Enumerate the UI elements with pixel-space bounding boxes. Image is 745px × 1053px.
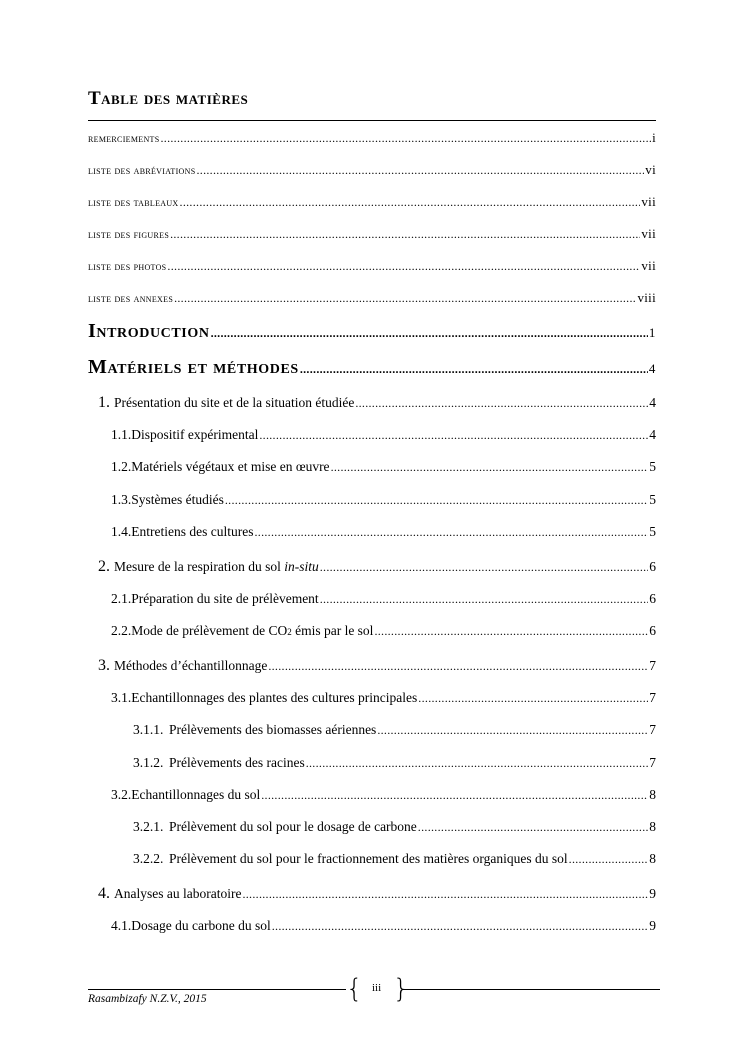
- toc-section-page: 7: [649, 722, 656, 737]
- toc-section-number: 3.2.1.: [133, 819, 164, 834]
- toc-section-label: Mesure de la respiration du sol: [114, 559, 281, 574]
- toc-section-page: 8: [649, 819, 656, 834]
- toc-section-4-1[interactable]: [111, 918, 656, 934]
- toc-entry-page: i: [652, 130, 656, 145]
- toc-section-page: 6: [649, 591, 656, 606]
- toc-section-page: 9: [649, 918, 656, 933]
- toc-section-label: Prélèvement du sol pour le fractionnement des matières organiques du sol: [169, 851, 568, 866]
- toc-entry-tableaux[interactable]: [88, 194, 656, 210]
- toc-section-page: 7: [649, 755, 656, 770]
- toc-section-number: 2.: [98, 558, 110, 575]
- toc-section-label: Prélèvement du sol pour le dosage de carbone: [169, 819, 417, 834]
- dot-leader: [261, 788, 648, 803]
- toc-section-label: Prélèvements des biomasses aériennes: [169, 722, 377, 737]
- toc-section-page: 7: [649, 690, 656, 705]
- toc-chapter-label: Introduction: [88, 320, 210, 342]
- toc-section-3-2-2[interactable]: [133, 851, 656, 867]
- toc-section-number: 1.1.: [111, 427, 132, 442]
- toc-entry-remerciements[interactable]: [88, 130, 656, 146]
- toc-section-label: Mode de prélèvement de CO: [131, 623, 288, 638]
- dot-leader: [242, 887, 648, 902]
- toc-entry-label: remerciements: [88, 133, 160, 145]
- toc-section-number: 1.2.: [111, 459, 132, 474]
- toc-entry-page: vii: [641, 258, 656, 273]
- dot-leader: [225, 493, 648, 508]
- toc-chapter-materiels-methodes[interactable]: [88, 356, 656, 379]
- toc-entry-page: vii: [641, 226, 656, 241]
- dot-leader: [174, 291, 636, 306]
- footer-author: Rasambizafy N.Z.V., 2015: [88, 993, 207, 1005]
- toc-section-label: Systèmes étudiés: [131, 492, 224, 507]
- toc-section-1-2[interactable]: [111, 459, 656, 475]
- toc-entry-page: vi: [645, 162, 656, 177]
- toc-section-2[interactable]: [98, 558, 656, 576]
- dot-leader: [160, 131, 651, 146]
- toc-entry-label: liste des abréviations: [88, 165, 196, 177]
- dot-leader: [320, 592, 649, 607]
- toc-section-number: 4.1.: [111, 918, 132, 933]
- toc-section-number: 1.3.: [111, 492, 132, 507]
- left-brace-icon: {: [346, 974, 363, 1004]
- toc-section-number: 2.1.: [111, 591, 132, 606]
- toc-section-page: 5: [649, 524, 656, 539]
- title-rule: [88, 120, 656, 121]
- toc-entry-label: liste des annexes: [88, 293, 174, 305]
- dot-leader: [272, 919, 649, 934]
- toc-section-number: 3.1.: [111, 690, 132, 705]
- toc-section-label: Analyses au laboratoire: [114, 886, 242, 901]
- toc-chapter-page: 1: [648, 325, 656, 340]
- dot-leader: [170, 227, 640, 242]
- toc-section-1[interactable]: [98, 394, 656, 412]
- toc-entry-photos[interactable]: [88, 258, 656, 274]
- toc-section-3-1-1[interactable]: [133, 722, 656, 738]
- page-number: iii: [372, 982, 382, 994]
- toc-section-number: 3.2.: [111, 787, 132, 802]
- dot-leader: [355, 396, 648, 411]
- toc-entry-abreviations[interactable]: [88, 162, 656, 178]
- toc-chapter-page: 4: [648, 361, 656, 376]
- toc-entry-label: liste des figures: [88, 229, 170, 241]
- toc-chapter-introduction[interactable]: [88, 320, 656, 343]
- toc-chapter-label: Matériels et méthodes: [88, 356, 299, 378]
- dot-leader: [418, 691, 648, 706]
- toc-section-page: 6: [649, 623, 656, 638]
- toc-section-label: Présentation du site et de la situation étudiée: [114, 395, 355, 410]
- toc-section-page: 5: [649, 459, 656, 474]
- dot-leader: [377, 723, 648, 738]
- toc-section-3-1-2[interactable]: [133, 755, 656, 771]
- toc-section-label: Echantillonnages du sol: [131, 787, 261, 802]
- dot-leader: [259, 428, 648, 443]
- toc-section-number: 3.: [98, 657, 110, 674]
- toc-section-3-2[interactable]: [111, 787, 656, 803]
- dot-leader: [180, 195, 641, 210]
- dot-leader: [320, 560, 649, 575]
- toc-section-number: 2.2.: [111, 623, 132, 638]
- toc-section-1-3[interactable]: [111, 492, 656, 508]
- dot-leader: [167, 259, 640, 274]
- toc-section-3[interactable]: [98, 657, 656, 675]
- toc-section-label: Dosage du carbone du sol: [131, 918, 271, 933]
- dot-leader: [569, 852, 649, 867]
- toc-section-page: 5: [649, 492, 656, 507]
- dot-leader: [268, 659, 648, 674]
- dot-leader: [211, 326, 648, 341]
- subscript-2: 2: [287, 627, 292, 637]
- toc-section-page: 7: [649, 658, 656, 673]
- toc-section-number: 3.1.1.: [133, 722, 164, 737]
- toc-entry-label: liste des photos: [88, 261, 167, 273]
- toc-entry-label: liste des tableaux: [88, 197, 179, 209]
- toc-section-3-2-1[interactable]: [133, 819, 656, 835]
- toc-section-label: Prélèvements des racines: [169, 755, 305, 770]
- toc-section-number: 1.4.: [111, 524, 132, 539]
- toc-section-label-cont: émis par le sol: [295, 623, 374, 638]
- toc-section-page: 6: [649, 559, 656, 574]
- dot-leader: [254, 525, 648, 540]
- toc-section-page: 9: [649, 886, 656, 901]
- toc-entry-annexes[interactable]: [88, 290, 656, 306]
- toc-section-page: 4: [649, 395, 656, 410]
- toc-section-1-4[interactable]: [111, 524, 656, 540]
- footer-rule-left: [88, 989, 346, 990]
- toc-entry-page: vii: [641, 194, 656, 209]
- toc-section-label: Matériels végétaux et mise en œuvre: [131, 459, 330, 474]
- right-brace-icon: }: [393, 974, 410, 1004]
- dot-leader: [300, 362, 648, 377]
- toc-section-page: 4: [649, 427, 656, 442]
- toc-section-4[interactable]: [98, 885, 656, 903]
- toc-section-2-2[interactable]: [111, 623, 656, 639]
- toc-section-3-1[interactable]: [111, 690, 656, 706]
- toc-section-number: 3.2.2.: [133, 851, 164, 866]
- dot-leader: [418, 820, 648, 835]
- dot-leader: [196, 163, 644, 178]
- dot-leader: [374, 624, 648, 639]
- toc-section-label: Préparation du site de prélèvement: [131, 591, 319, 606]
- toc-entry-figures[interactable]: [88, 226, 656, 242]
- toc-section-2-1[interactable]: [111, 591, 656, 607]
- toc-section-label: Méthodes d’échantillonnage: [114, 658, 268, 673]
- toc-section-label: Dispositif expérimental: [131, 427, 259, 442]
- toc-section-page: 8: [649, 787, 656, 802]
- dot-leader: [306, 756, 649, 771]
- dot-leader: [331, 460, 649, 475]
- toc-section-number: 4.: [98, 885, 110, 902]
- toc-section-page: 8: [649, 851, 656, 866]
- toc-section-label: Echantillonnages des plantes des cultures principales: [131, 690, 418, 705]
- toc-section-label: Entretiens des cultures: [131, 524, 254, 539]
- toc-section-number: 1.: [98, 394, 110, 411]
- footer-rule-right: [404, 989, 660, 990]
- toc-title: Table des matières: [88, 88, 249, 109]
- toc-section-label-italic: in-situ: [284, 559, 319, 574]
- toc-section-1-1[interactable]: [111, 427, 656, 443]
- toc-section-number: 3.1.2.: [133, 755, 164, 770]
- toc-entry-page: viii: [637, 290, 656, 305]
